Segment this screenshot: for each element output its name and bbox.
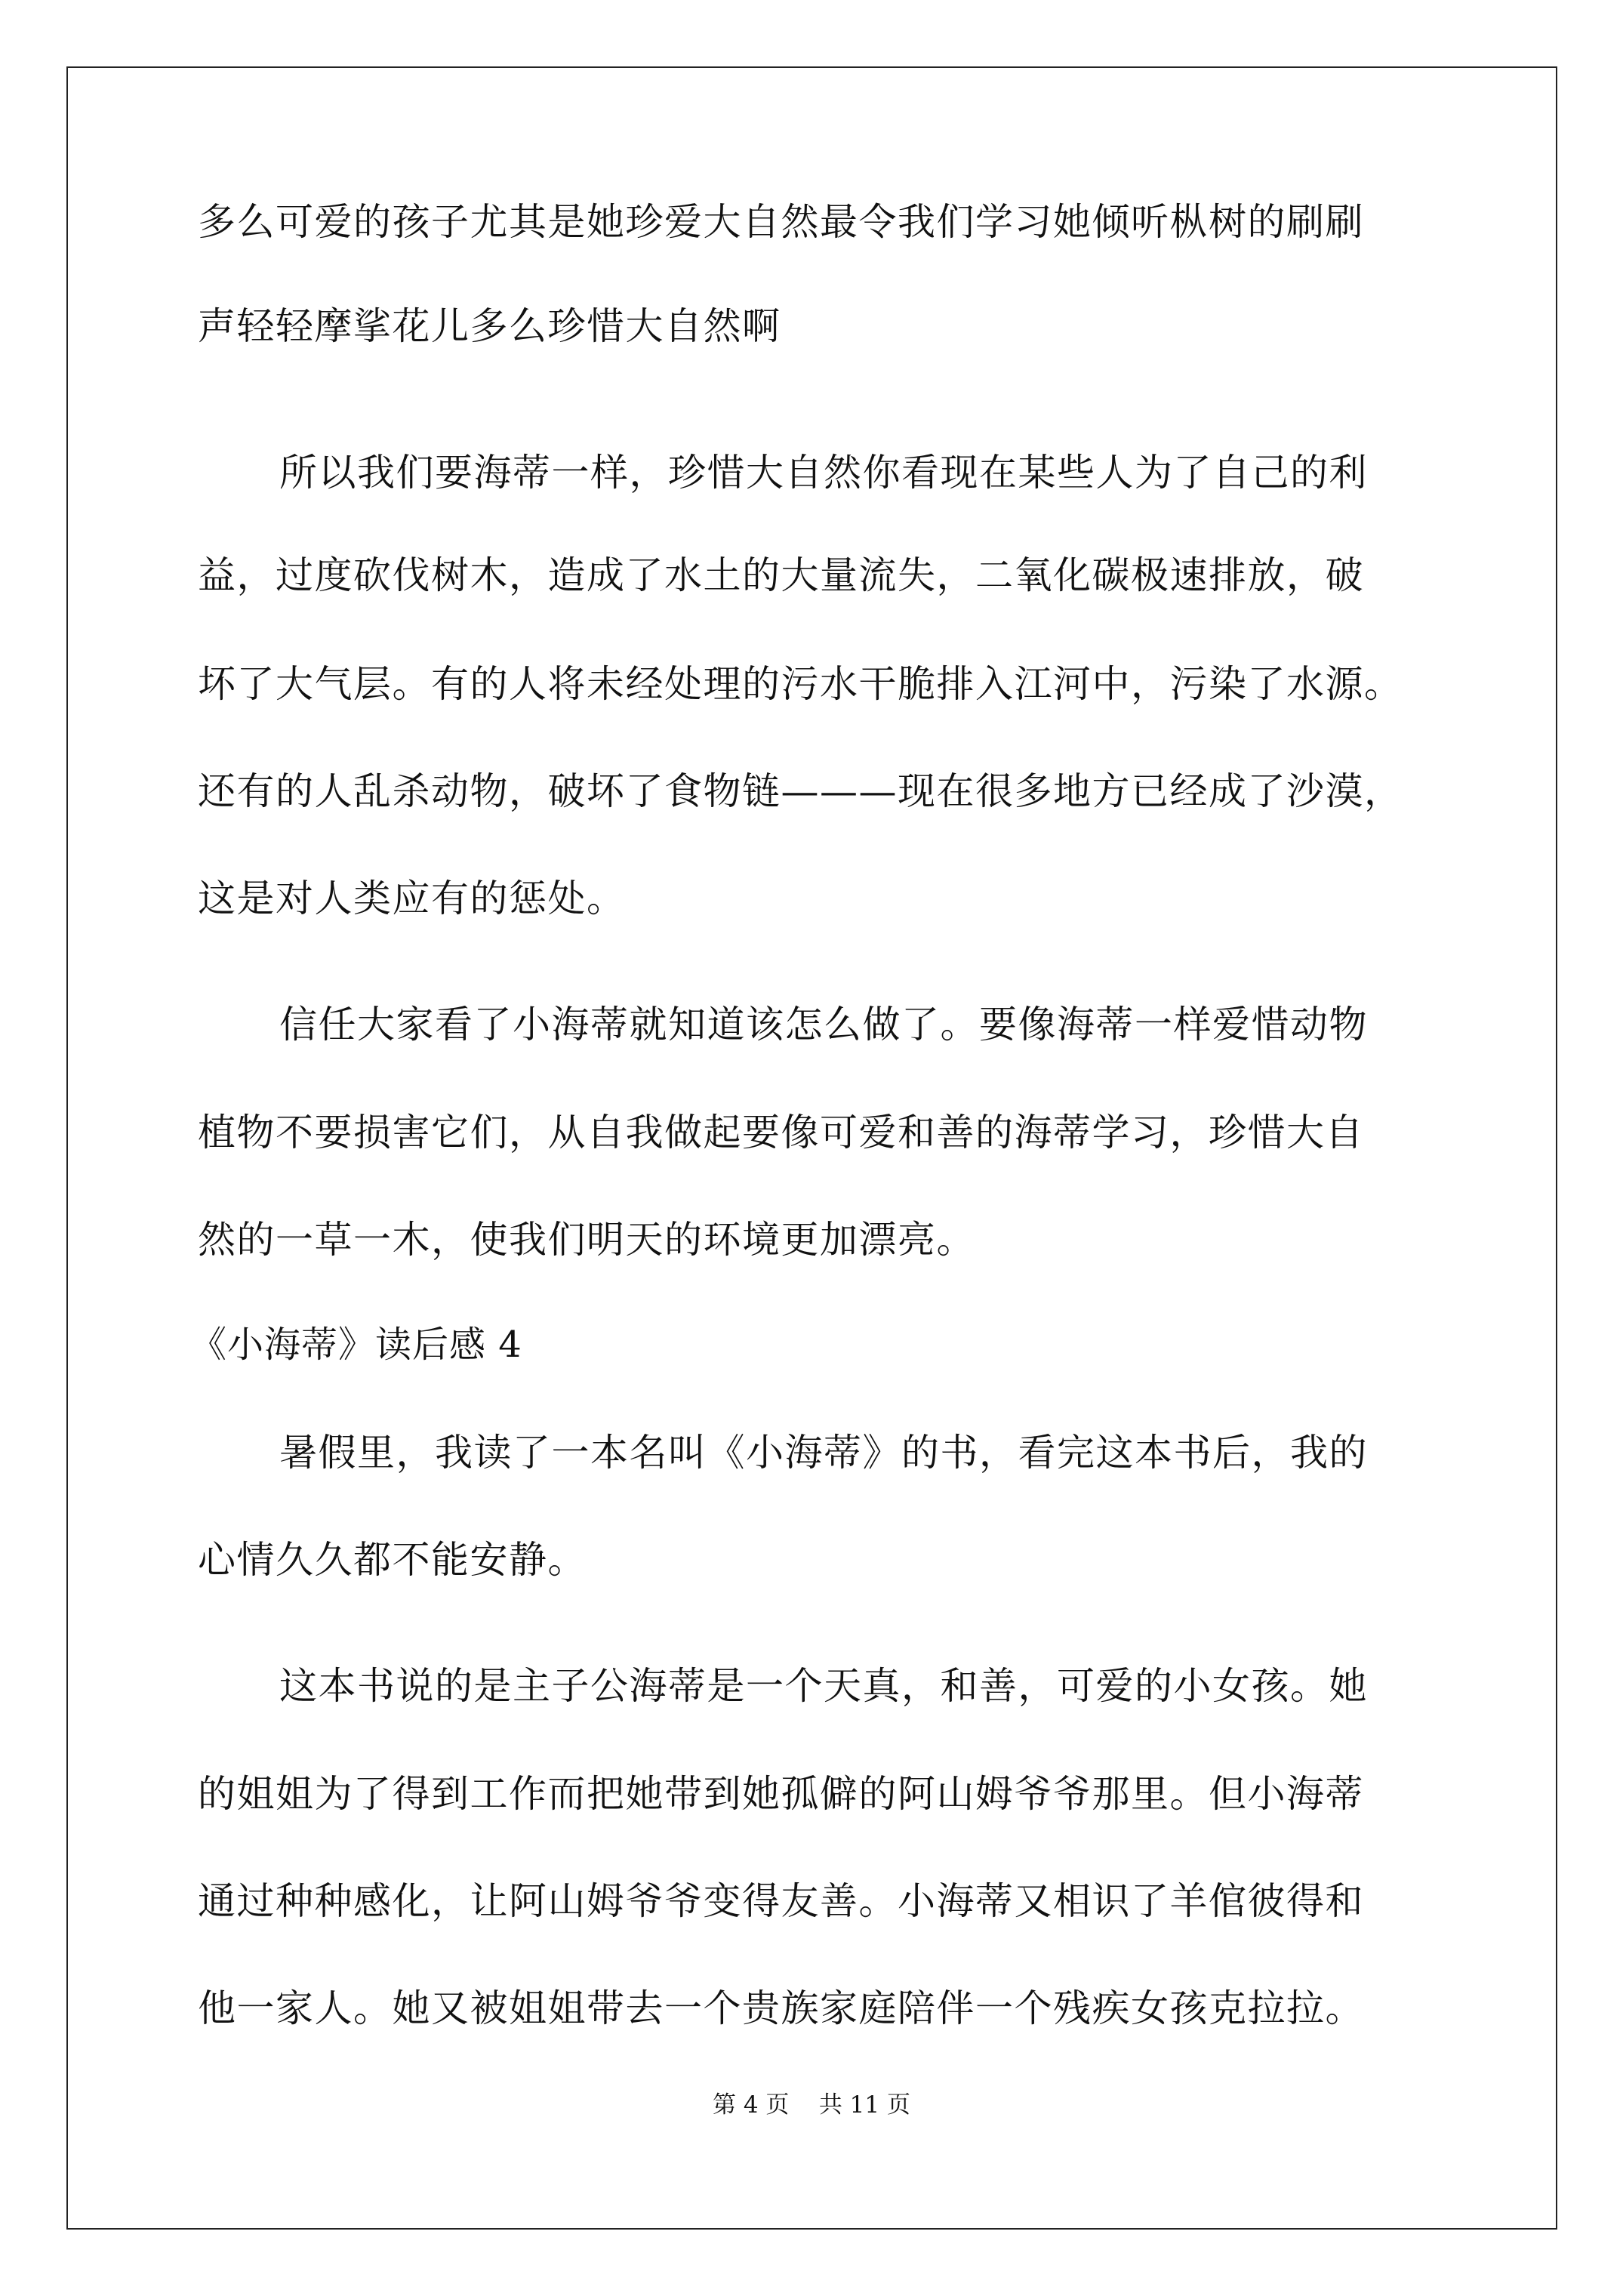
paragraph-start: 暑假里，我读了一本名叫《小海蒂》的书，看完这本书后，我的	[279, 1431, 1368, 1475]
paragraph-start: 信任大家看了小海蒂就知道该怎么做了。要像海蒂一样爱惜动物	[279, 1003, 1368, 1046]
text-line: 通过种种感化，让阿山姆爷爷变得友善。小海蒂又相识了羊倌彼得和	[198, 1879, 1364, 1923]
paragraph-start: 这本书说的是主子公海蒂是一个天真，和善，可爱的小女孩。她	[279, 1664, 1368, 1708]
text-line: 他一家人。她又被姐姐带去一个贵族家庭陪伴一个残疾女孩克拉拉。	[198, 1986, 1364, 2030]
text-line: 然的一草一木，使我们明天的环境更加漂亮。	[198, 1218, 975, 1262]
page-number: 第 4 页 共 11 页	[712, 2091, 910, 2119]
text-line: 心情久久都不能安静。	[198, 1538, 587, 1582]
text-line: 坏了大气层。有的人将未经处理的污水干脆排入江河中，污染了水源。	[198, 662, 1403, 706]
text-line: 的姐姐为了得到工作而把她带到她孤僻的阿山姆爷爷那里。但小海蒂	[198, 1772, 1364, 1816]
text-line: 益，过度砍伐树木，造成了水土的大量流失，二氧化碳极速排放，破	[198, 553, 1364, 597]
section-heading: 《小海蒂》读后感 4	[190, 1324, 522, 1366]
paragraph-start: 所以我们要海蒂一样，珍惜大自然你看现在某些人为了自己的利	[279, 451, 1368, 495]
text-line: 还有的人乱杀动物，破坏了食物链———现在很多地方已经成了沙漠，	[198, 769, 1403, 813]
text-line: 这是对人类应有的惩处。	[198, 877, 626, 920]
text-line: 植物不要损害它们，从自我做起要像可爱和善的海蒂学习，珍惜大自	[198, 1111, 1364, 1154]
text-line: 多么可爱的孩子尤其是她珍爱大自然最令我们学习她倾听枞树的刷刷	[198, 200, 1364, 244]
text-line: 声轻轻摩挲花儿多么珍惜大自然啊	[198, 304, 781, 348]
